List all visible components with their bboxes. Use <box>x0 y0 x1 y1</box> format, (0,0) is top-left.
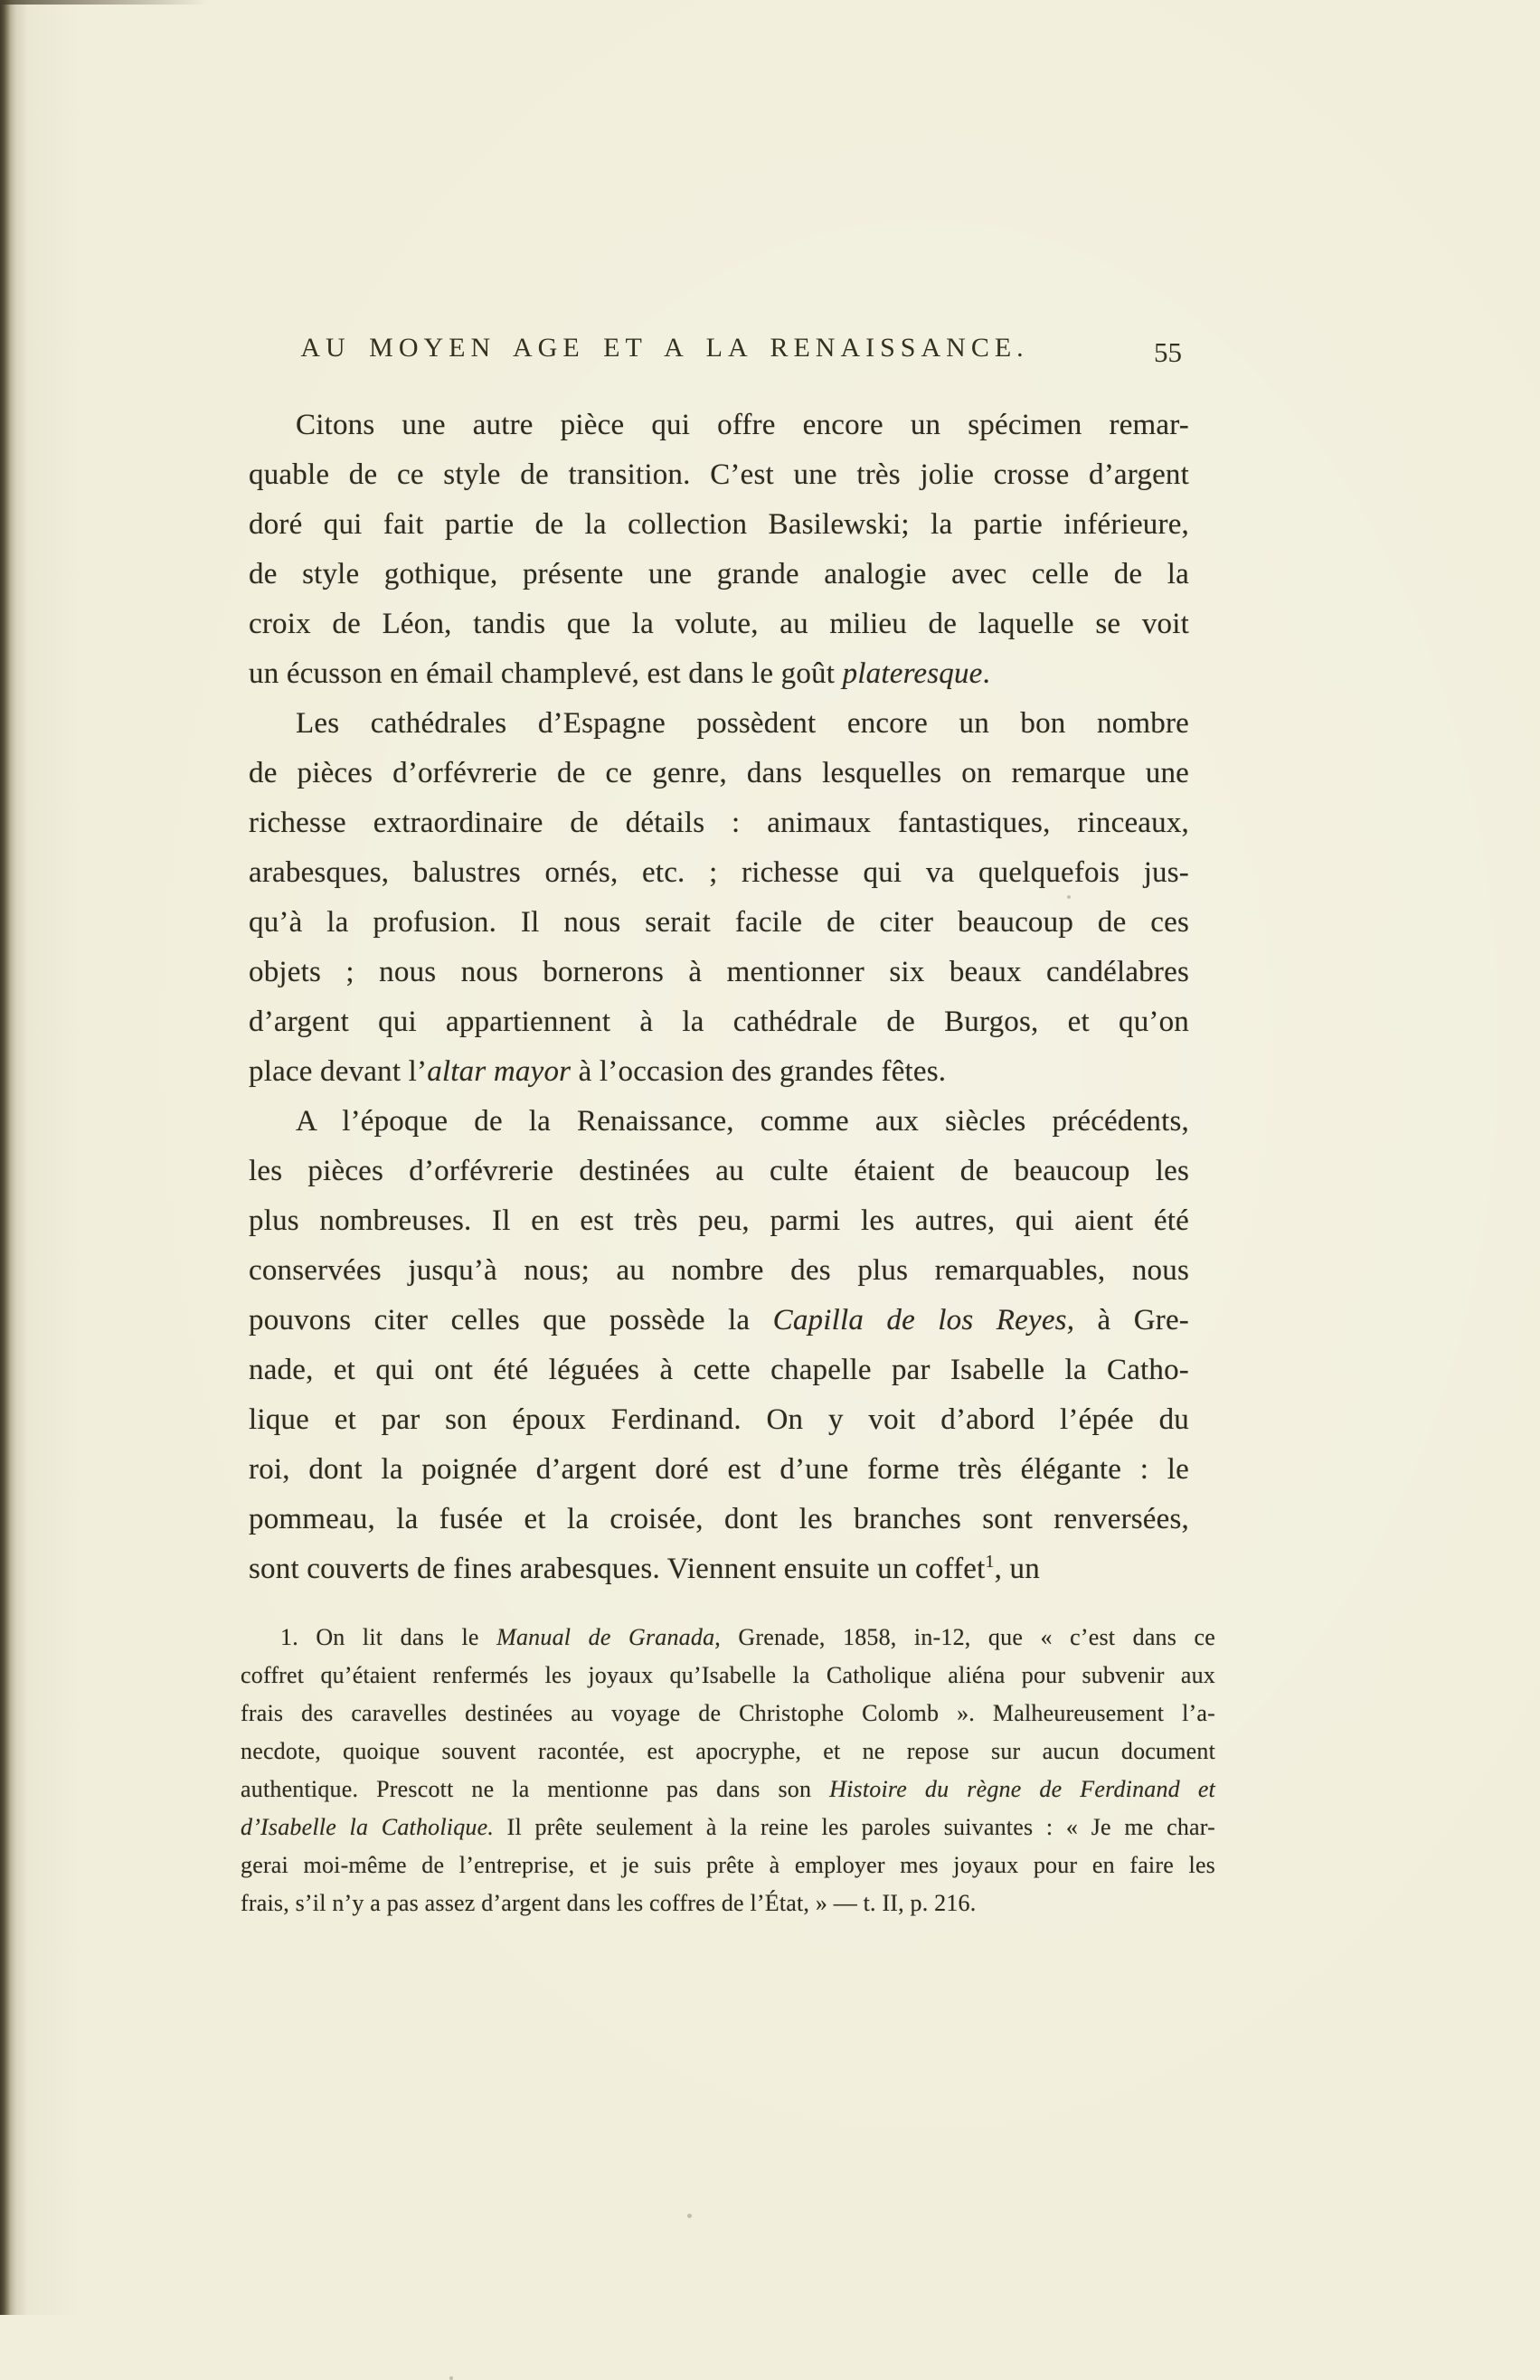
text-line <box>241 1733 1215 1771</box>
text-segment: de style gothique, présente une grande analogie avec celle de la <box>249 558 1189 590</box>
text-segment: pouvons citer celles que possède la <box>249 1304 773 1336</box>
text-segment: sont couverts de fines arabesques. Viennent ensuite un coffet <box>249 1553 986 1585</box>
text-line <box>249 1445 1189 1495</box>
text-line <box>241 1846 1215 1884</box>
text-segment: arabesques, balustres ornés, etc. ; richesse qui va quelquefois jus- <box>249 856 1189 889</box>
text-segment: lique et par son époux Ferdinand. On y voit d’abord l’épée du <box>249 1403 1189 1436</box>
text-segment: doré qui fait partie de la collection Basilewski; la partie inférieure, <box>249 508 1189 541</box>
text-segment: plateresque <box>842 657 983 690</box>
text-line <box>249 898 1189 948</box>
text-segment: conservées jusqu’à nous; au nombre des plus remarquables, nous <box>249 1254 1189 1287</box>
text-line <box>241 1884 1215 1922</box>
text-segment: plus nombreuses. Il en est très peu, parmi les autres, qui aient été <box>249 1204 1189 1237</box>
footnote-reference-mark: 1 <box>985 1552 995 1572</box>
text-segment: un écusson en émail champlevé, est dans le goût <box>249 657 843 690</box>
text-line <box>249 1246 1189 1296</box>
text-line <box>249 1097 1189 1147</box>
text-segment: Manual de Granada <box>496 1624 715 1650</box>
text-segment: richesse extraordinaire de détails : animaux fantastiques, rinceaux, <box>249 807 1189 839</box>
page-gutter-shadow <box>0 0 27 2315</box>
page-number: 55 <box>1154 336 1182 368</box>
text-segment: 1. On lit dans le <box>280 1624 497 1650</box>
text-line <box>249 550 1189 600</box>
text-line <box>241 1619 1215 1657</box>
text-line <box>249 1346 1189 1395</box>
text-line <box>241 1695 1215 1733</box>
text-line <box>249 1147 1189 1196</box>
text-segment: les pièces d’orfévrerie destinées au culte étaient de beaucoup les <box>249 1155 1189 1187</box>
text-segment: à Gre- <box>1074 1304 1189 1336</box>
text-line <box>249 1495 1189 1544</box>
text-line <box>249 1395 1189 1445</box>
text-segment: à l’occasion des grandes fêtes. <box>571 1055 947 1088</box>
text-segment: authentique. Prescott ne la mentionne pas dans son <box>241 1776 830 1802</box>
text-line <box>249 699 1189 749</box>
text-line <box>241 1771 1215 1809</box>
text-segment: . <box>982 657 990 690</box>
text-segment: d’Isabelle la Catholique. <box>241 1814 495 1840</box>
text-line <box>249 1296 1189 1346</box>
paper-speck <box>1067 895 1071 899</box>
text-segment: croix de Léon, tandis que la volute, au milieu de laquelle se voit <box>249 608 1189 640</box>
text-segment: coffret qu’étaient renfermés les joyaux qu’Isabelle la Catholique aliéna pour subvenir aux <box>241 1662 1215 1688</box>
text-segment: necdote, quoique souvent racontée, est apocryphe, et ne repose sur aucun document <box>241 1738 1215 1764</box>
running-header <box>249 333 1189 373</box>
text-line <box>249 1544 1189 1594</box>
text-segment: Citons une autre pièce qui offre encore un spécimen remar- <box>296 409 1189 441</box>
text-line <box>249 500 1189 550</box>
text-line <box>249 1047 1189 1097</box>
text-line <box>249 600 1189 649</box>
scan-edge-artifact <box>0 0 208 5</box>
text-segment: roi, dont la poignée d’argent doré est d’une forme très élégante : le <box>249 1453 1189 1486</box>
text-line <box>249 848 1189 898</box>
text-segment: objets ; nous nous bornerons à mentionner six beaux candélabres <box>249 956 1189 988</box>
text-segment: Histoire du règne de Ferdinand et <box>829 1776 1215 1802</box>
text-segment: gerai moi-même de l’entreprise, et je suis prête à employer mes joyaux pour en faire les <box>241 1852 1215 1878</box>
paper-speck <box>449 2376 453 2380</box>
running-header-title: AU MOYEN AGE ET A LA RENAISSANCE. <box>300 333 1029 363</box>
text-segment: frais, s’il n’y a pas assez d’argent dans les coffres de l’État, » — t. II, p. 216. <box>241 1890 977 1916</box>
text-line <box>249 749 1189 798</box>
text-segment: quable de ce style de transition. C’est une très jolie crosse d’argent <box>249 458 1189 491</box>
text-line <box>249 401 1189 450</box>
text-segment: pommeau, la fusée et la croisée, dont les branches sont renversées, <box>249 1503 1189 1535</box>
text-segment: altar mayor <box>427 1055 572 1088</box>
text-segment: qu’à la profusion. Il nous serait facile de citer beaucoup de ces <box>249 906 1189 939</box>
text-segment: d’argent qui appartiennent à la cathédrale de Burgos, et qu’on <box>249 1006 1189 1038</box>
footnote <box>241 1619 1215 1922</box>
text-segment: nade, et qui ont été léguées à cette chapelle par Isabelle la Catho- <box>249 1354 1189 1386</box>
text-line <box>249 948 1189 997</box>
body-text <box>249 401 1189 1594</box>
text-segment: Les cathédrales d’Espagne possèdent encore un bon nombre <box>296 707 1189 740</box>
text-segment: , un <box>994 1553 1040 1585</box>
text-line <box>249 1196 1189 1246</box>
text-line <box>249 997 1189 1047</box>
text-line <box>241 1657 1215 1695</box>
text-line <box>249 798 1189 848</box>
text-segment: Capilla de los Reyes, <box>772 1304 1075 1336</box>
text-segment: place devant l’ <box>249 1055 428 1088</box>
text-segment: A l’époque de la Renaissance, comme aux siècles précédents, <box>296 1105 1189 1138</box>
text-segment: , Grenade, 1858, in-12, que « c’est dans ce <box>714 1624 1215 1650</box>
text-segment: Il prête seulement à la reine les paroles suivantes : « Je me char- <box>494 1814 1215 1840</box>
text-segment: frais des caravelles destinées au voyage de Christophe Colomb ». Malheureusement l’a- <box>241 1700 1215 1726</box>
text-line <box>249 649 1189 699</box>
text-segment: de pièces d’orfévrerie de ce genre, dans lesquelles on remarque une <box>249 757 1189 789</box>
text-line <box>241 1809 1215 1846</box>
paper-speck <box>687 2214 692 2218</box>
text-line <box>249 450 1189 500</box>
